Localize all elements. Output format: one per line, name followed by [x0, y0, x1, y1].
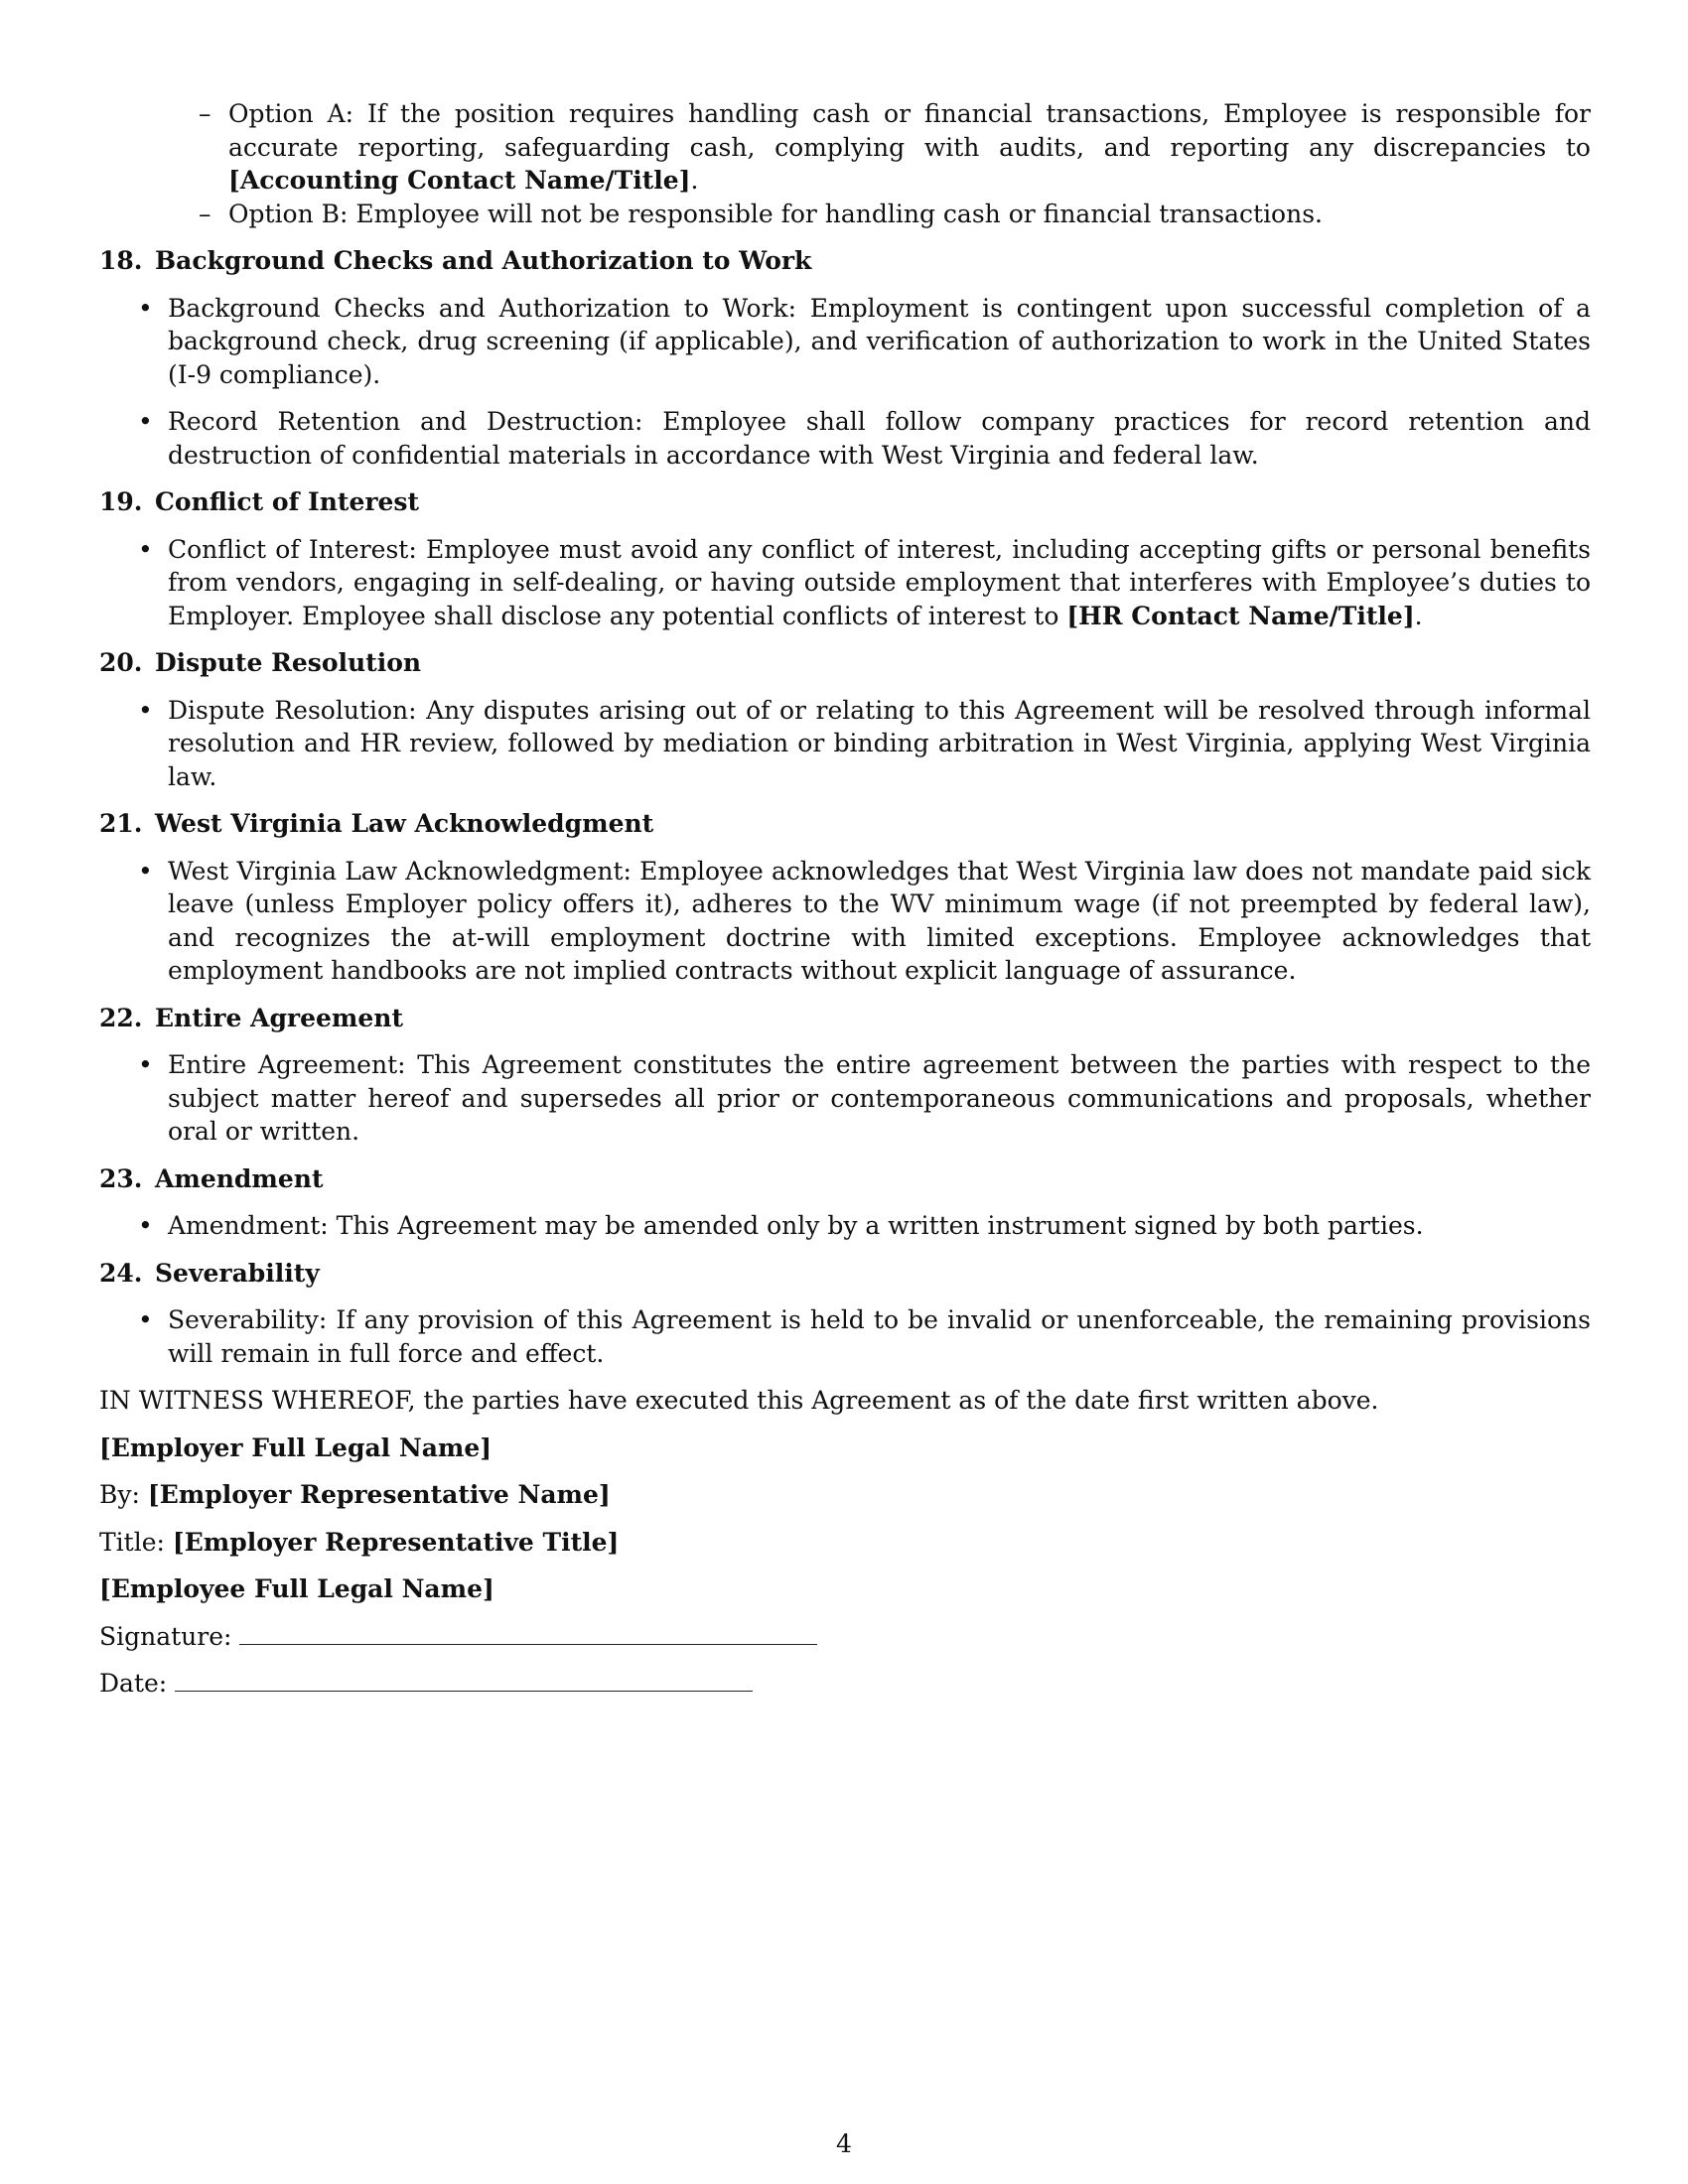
section-title: Dispute Resolution	[155, 648, 422, 677]
option-b-text: Option B: Employee will not be responsible for handling cash or financial transactions.	[228, 199, 1323, 228]
section-title: West Virginia Law Acknowledgment	[155, 809, 654, 838]
employer-name	[99, 1432, 1591, 1465]
section-number: 23.	[99, 1163, 143, 1193]
list-item	[99, 1048, 1591, 1149]
representative-title-placeholder: [Employer Representative Title]	[172, 1527, 620, 1557]
section-number: 19.	[99, 487, 143, 516]
section-number: 18.	[99, 246, 143, 275]
option-b	[99, 198, 1591, 231]
page-number: 4	[836, 2129, 852, 2158]
section-heading-20	[99, 646, 1591, 680]
bullet-marker: •	[138, 856, 153, 886]
signature-line	[99, 1620, 1591, 1654]
list-item	[99, 533, 1591, 633]
section-heading-23	[99, 1162, 1591, 1196]
option-a-suffix: .	[690, 166, 699, 195]
hr-contact-placeholder: [HR Contact Name/Title]	[1066, 601, 1415, 630]
employer-name-placeholder: [Employer Full Legal Name]	[99, 1433, 492, 1462]
section-title: Amendment	[155, 1163, 324, 1193]
section-21-bullets	[99, 855, 1591, 988]
representative-name-placeholder: [Employer Representative Name]	[147, 1480, 611, 1509]
section-title: Background Checks and Authorization to Work	[155, 246, 812, 275]
section-heading-19	[99, 485, 1591, 519]
list-item	[99, 855, 1591, 988]
employee-name	[99, 1572, 1591, 1606]
bullet-marker: •	[138, 1211, 153, 1240]
bullet-text: Record Retention and Destruction: Employee shall follow company practices for record retention and destruction of confidential materials in accordance with West Virginia and federal law.	[168, 407, 1591, 470]
section-title: Conflict of Interest	[155, 487, 420, 516]
date-label: Date:	[99, 1669, 168, 1698]
bullet-text: Dispute Resolution: Any disputes arising out of or relating to this Agreement will be resolved through informal resolution and HR review, followed by mediation or binding arbitration in West Virginia, applying West Virginia law.	[168, 695, 1591, 791]
employer-title-line	[99, 1526, 1591, 1560]
bullet-marker: •	[138, 1305, 153, 1334]
bullet-marker: •	[138, 695, 153, 725]
dash-marker: –	[199, 199, 211, 228]
bullet-marker: •	[138, 407, 153, 436]
section-title: Entire Agreement	[155, 1003, 403, 1032]
bullet-text: Entire Agreement: This Agreement constitutes the entire agreement between the parties with respect to the subject matter hereof and supersedes all prior or contemporaneous communications and proposals, whether oral or written.	[168, 1050, 1591, 1146]
bullet-text: West Virginia Law Acknowledgment: Employee acknowledges that West Virginia law does not mandate paid sick leave (unless Employer policy offers it), adheres to the WV minimum wage (if not preempted by federal law), and recognizes the at-will employment doctrine with limited exceptions. Employee acknowledges that employment handbooks are not implied contracts without explicit language of assurance.	[168, 856, 1591, 985]
signature-field[interactable]	[239, 1622, 817, 1645]
section-number: 24.	[99, 1258, 143, 1288]
list-item	[99, 1303, 1591, 1370]
section-19-bullets	[99, 533, 1591, 633]
option-a	[99, 97, 1591, 198]
document-page	[99, 97, 1591, 1714]
date-line	[99, 1667, 1591, 1701]
date-field[interactable]	[175, 1669, 753, 1692]
section-number: 22.	[99, 1003, 143, 1032]
witness-statement: IN WITNESS WHEREOF, the parties have executed this Agreement as of the date first written above.	[99, 1386, 1379, 1415]
employer-representative-line	[99, 1478, 1591, 1512]
section-heading-24	[99, 1257, 1591, 1291]
section-title: Severability	[155, 1258, 320, 1288]
bullet-text: Conflict of Interest: Employee must avoid any conflict of interest, including accepting gifts or personal benefits from vendors, engaging in self-dealing, or having outside employment that interferes with Employee’s duties to Employer. Employee shall disclose any potential conflicts of interest to	[168, 534, 1591, 630]
dash-marker: –	[199, 99, 211, 128]
section-number: 21.	[99, 809, 143, 838]
section-22-bullets	[99, 1048, 1591, 1149]
bullet-text: Severability: If any provision of this Agreement is held to be invalid or unenforceable, the remaining provisions will remain in full force and effect.	[168, 1305, 1591, 1368]
option-list	[99, 97, 1591, 230]
section-heading-22	[99, 1002, 1591, 1035]
section-heading-18	[99, 244, 1591, 278]
bullet-text: Background Checks and Authorization to Work: Employment is contingent upon successful completion of a background check, drug screening (if applicable), and verification of authorization to work in the United States (I-9 compliance).	[168, 293, 1591, 389]
bullet-text: Amendment: This Agreement may be amended only by a written instrument signed by both parties.	[168, 1211, 1424, 1240]
section-20-bullets	[99, 694, 1591, 794]
by-label: By:	[99, 1480, 140, 1509]
bullet-marker: •	[138, 1050, 153, 1079]
signature-label: Signature:	[99, 1621, 232, 1651]
section-number: 20.	[99, 648, 143, 677]
bullet-marker: •	[138, 534, 153, 564]
accounting-contact-placeholder: [Accounting Contact Name/Title]	[228, 166, 691, 195]
employee-name-placeholder: [Employee Full Legal Name]	[99, 1574, 494, 1603]
section-24-bullets	[99, 1303, 1591, 1370]
section-23-bullets	[99, 1209, 1591, 1243]
option-a-text: Option A: If the position requires handling cash or financial transactions, Employee is responsible for accurate reporting, safeguarding cash, complying with audits, and reporting any discrepancies to	[228, 99, 1591, 162]
bullet-suffix: .	[1414, 601, 1423, 630]
bullet-marker: •	[138, 293, 153, 323]
list-item	[99, 1209, 1591, 1243]
list-item	[99, 405, 1591, 472]
list-item	[99, 694, 1591, 794]
title-label: Title:	[99, 1527, 165, 1557]
list-item	[99, 292, 1591, 392]
section-heading-21	[99, 807, 1591, 841]
section-18-bullets	[99, 292, 1591, 473]
